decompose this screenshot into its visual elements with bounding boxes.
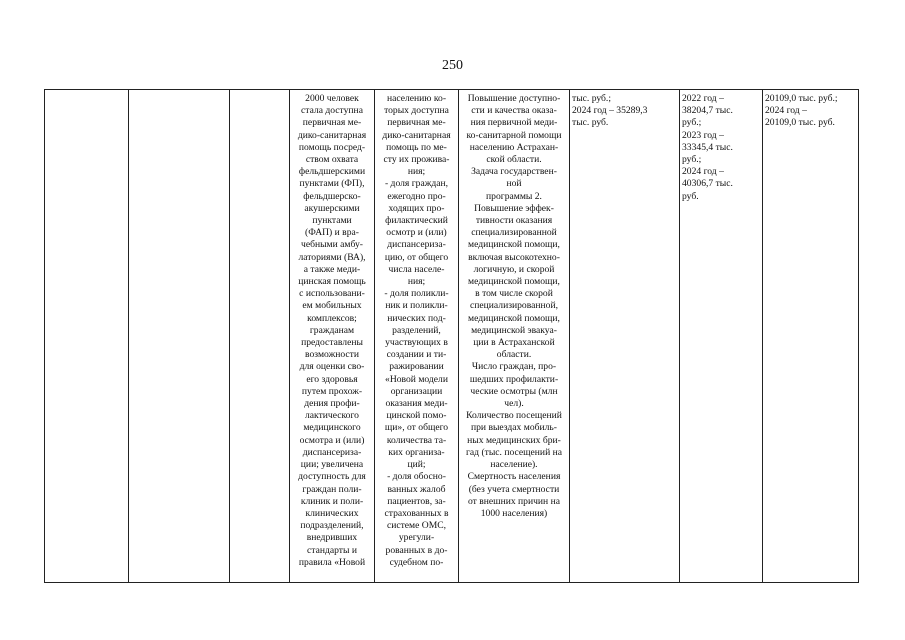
table-cell-funding-b [680, 90, 763, 583]
funding-c-text: 20109,0 тыс. руб.; 2024 год – 20109,0 тыс. руб. [765, 93, 838, 129]
table-cell-1 [45, 90, 129, 583]
table-row [45, 90, 859, 583]
table-cell-2 [129, 90, 230, 583]
table-cell-goals [459, 90, 570, 583]
expected-results-text: 2000 человек стала доступна первичная ме- дико-санитарная помощь посред- ством охвата фельдшерскими пунктами (ФП), фельдшерско- акушерскими пунктами (ФАП) и вра- чебными амбу- латориями (ВА), а также меди- цинская помощь с использовани- ем мобильных комплексов; гражданам предоставлены возможности для оценки сво- его здоровья путем прохож- дения профи- лактического медицинского осмотра и (или) диспансериза- ции; увеличена доступность для граждан поли- клиник и поли- клинических подразделений, внедривших стандарты и правила «Новой [297, 93, 367, 568]
table-cell-results [290, 90, 375, 583]
table-cell-indicators [375, 90, 459, 583]
table-cell-funding-a [570, 90, 680, 583]
table-cell-funding-c [763, 90, 859, 583]
funding-b-text: 2022 год – 38204,7 тыс. руб.; 2023 год – 33345,4 тыс. руб.; 2024 год – 40306,7 тыс. руб. [682, 93, 733, 202]
page-number: 250 [442, 58, 463, 73]
goals-text: Повышение доступно- сти и качества оказа- ния первичной меди- ко-санитарной помощи населению Астрахан- ской области. Задача государствен- ной программы 2. Повышение эффек- тивности оказания специализированной медицинской помощи, включая высокотехно- логичную, и скорой медицинской помощи, в том числе скорой специализированной, медицинской помощи, медицинской эвакуа- ции в Астраханской области. Число граждан, про- шедших профилакти- ческие осмотры (млн чел). Количество посещений при выездах мобиль- ных медицинских бри- гад (тыс. посещений на население). Смертность населения (без учета смертности от внешних причин на 1000 населения) [465, 93, 562, 519]
funding-a-text: тыс. руб.; 2024 год – 35289,3 тыс. руб. [572, 93, 648, 129]
indicators-text: населению ко- торых доступна первичная ме- дико-санитарная помощь по ме- сту их прожива- ния; - доля граждан, ежегодно про- ходящих про- филактический осмотр и (или) диспансериза- цию, от общего числа населе- ния; - доля поликли- ник и поликли- нических под- разделений, участвующих в создании и ти- ражировании «Новой модели организации оказания меди- цинской помо- щи», от общего количества та- ких организа- ций; - доля обосно- ванных жалоб пациентов, за- страхованных в системе ОМС, урегули- рованных в до- судебном по- [382, 93, 451, 568]
table-cell-3 [230, 90, 290, 583]
program-table [44, 89, 859, 583]
